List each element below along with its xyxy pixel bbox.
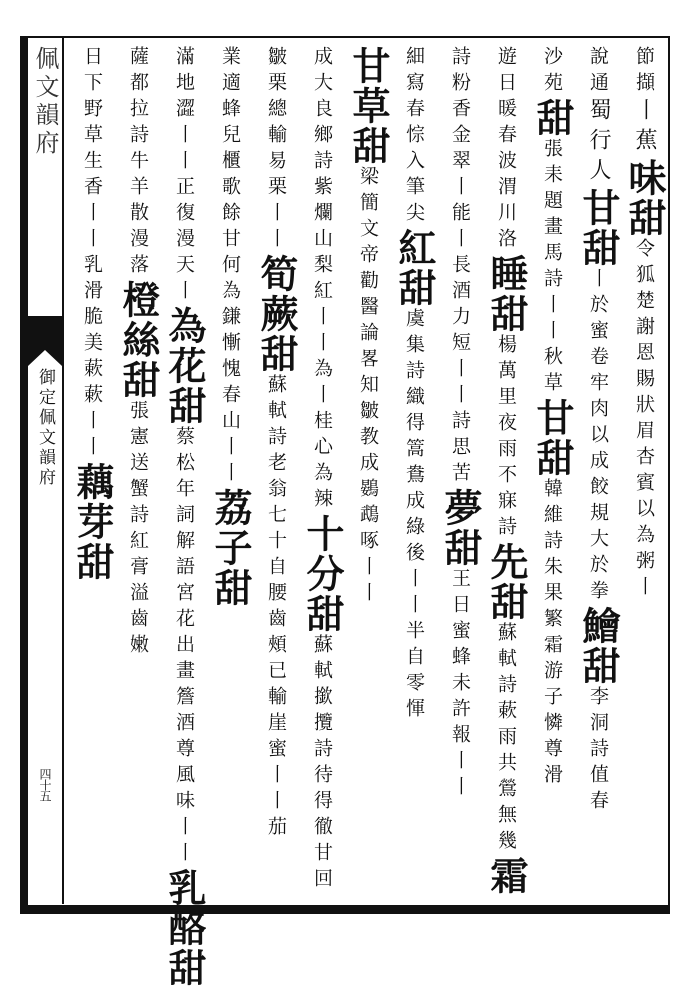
text-run: 薩都拉詩牛羊散漫落: [127, 46, 149, 280]
text-run: 蜀行人: [586, 98, 611, 188]
annotation: 惲: [403, 698, 425, 724]
headword: 甜: [530, 98, 575, 138]
annotation: 蘇軾撳攬詩待得徹甘回: [311, 634, 333, 894]
annotation: 張耒題畫馬詩丨丨秋草: [541, 138, 563, 398]
headword: 紅甜: [392, 228, 437, 308]
fish-tail-mark: [28, 316, 62, 350]
annotation: 蘇軾詩老翁七十自腰: [265, 374, 287, 608]
annotation: 虞集詩織得篙鴦成綠: [403, 308, 425, 542]
annotation: 梁簡文帝勸醫論畧知: [357, 166, 379, 400]
text-run: 丨蕉: [632, 98, 657, 158]
text-run: 業適蜂兒櫃歌餘甘何為: [219, 46, 241, 306]
text-column: [254, 46, 299, 898]
annotation: 游子憐尊滑: [541, 660, 563, 790]
headword: 甘甜: [576, 188, 621, 268]
annotation: 韓維詩朱果繁霜: [541, 478, 563, 660]
text-column: [70, 46, 115, 898]
text-run: 日下野草生香丨丨: [81, 46, 103, 254]
annotation: 後丨丨半自零: [403, 542, 425, 698]
text-run: 通: [587, 72, 609, 98]
headword: 為花甜: [162, 306, 207, 426]
text-run: 丨丨為丨桂心為辣: [311, 306, 333, 514]
text-column: [208, 46, 253, 898]
headword: 乳酪甜: [162, 868, 207, 988]
annotation: 楊萬里夜雨不寐詩: [495, 334, 517, 542]
headword: 甘甜: [530, 398, 575, 478]
text-column: [576, 46, 621, 898]
text-run: 遊日暖春波渭川洛: [495, 46, 517, 254]
headword: 草甜: [346, 86, 391, 166]
page-number: 四十五: [38, 768, 52, 801]
headword: 藕芽甜: [70, 462, 115, 582]
annotation: 蔡松年詞解語宮花出: [173, 426, 195, 660]
book-title: 御定佩文韻府: [35, 368, 55, 488]
text-run: 長酒力短丨丨詩思苦: [449, 254, 471, 488]
text-column: [438, 46, 483, 898]
fold-top-text: 佩文韻府: [31, 46, 59, 158]
text-run: 成大良鄉詩紫爛山梨紅: [311, 46, 333, 306]
text-run: 滿地澀丨丨正復漫天丨: [173, 46, 195, 306]
text-column: [300, 46, 345, 898]
text-run: 沙苑: [541, 46, 563, 98]
annotation: 李洞詩值春: [587, 686, 609, 816]
headword: 鱠甜: [576, 606, 621, 686]
headword: 橙絲甜: [116, 280, 161, 400]
text-columns: [66, 46, 667, 988]
annotation: 日蜜蜂未許報丨丨: [449, 594, 471, 802]
text-column: [622, 46, 667, 898]
headword: 十分甜: [300, 514, 345, 634]
headword: 霜: [484, 856, 529, 896]
annotation: 蘇軾詩蔌雨共鶯無幾: [495, 622, 517, 856]
text-run: 細寫春悰入筆尖: [403, 46, 425, 228]
annotation: 茄: [265, 816, 287, 842]
headword: 先甜: [484, 542, 529, 622]
text-run: 說: [587, 46, 609, 72]
headword: 甘: [346, 46, 391, 86]
annotation: 畫簷酒尊風味丨丨: [173, 660, 195, 868]
text-column: [530, 46, 575, 898]
text-run: 節: [633, 46, 655, 72]
text-run: 詩粉香金翠丨能丨: [449, 46, 471, 254]
text-column: [392, 46, 437, 898]
headword: 夢甜: [438, 488, 483, 568]
headword: 睡甜: [484, 254, 529, 334]
headword: 荔子甜: [208, 488, 253, 608]
text-run: 乳滑脆美蔌蔌丨丨: [81, 254, 103, 462]
annotation: 齒頰已輸崖蜜丨丨: [265, 608, 287, 816]
headword: 筍蕨甜: [254, 254, 299, 374]
annotation: 丨於蜜卷牢肉以成餃規大於拳: [587, 268, 609, 606]
annotation: 王: [449, 568, 471, 594]
headword: 味甜: [622, 158, 667, 238]
fold-strip: [28, 38, 64, 904]
annotation: 令狐楚謝恩賜狀眉杏賓以為粥丨: [633, 238, 655, 602]
text-column: [116, 46, 161, 898]
text-run: 鎌慚愧春山丨丨: [219, 306, 241, 488]
annotation: 嫩: [127, 634, 149, 660]
text-run: 皺栗總輸易栗丨丨: [265, 46, 287, 254]
annotation: 張憲送蟹詩紅膏溢齒: [127, 400, 149, 634]
text-column: [484, 46, 529, 898]
text-column: [346, 46, 391, 898]
text-column: [162, 46, 207, 988]
text-run: 擷: [633, 72, 655, 98]
annotation: 皺教成鷃鵡啄丨丨: [357, 400, 379, 608]
